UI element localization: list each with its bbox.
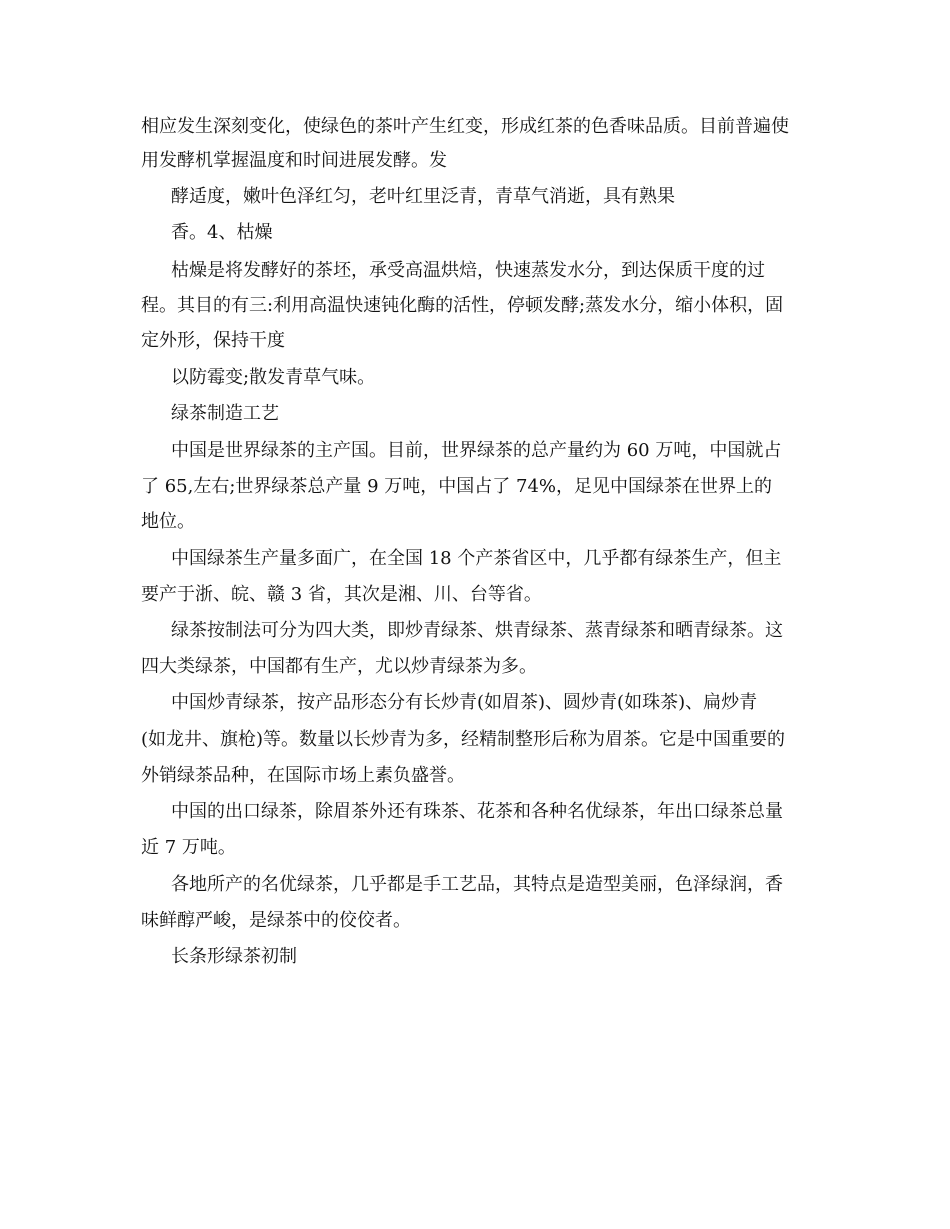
text-line: (如龙井、旗枪)等。数量以长炒青为多，经精制整形后称为眉茶。它是中国重要的 — [141, 729, 786, 750]
text-line: 绿茶按制法可分为四大类，即炒青绿茶、烘青绿茶、蒸青绿茶和晒青绿茶。这 — [171, 620, 783, 641]
text-line: 中国绿茶生产量多面广，在全国 18 个产茶省区中，几乎都有绿茶生产，但主 — [171, 548, 782, 569]
text-line: 各地所产的名优绿茶，几乎都是手工艺品，其特点是造型美丽，色泽绿润，香 — [171, 874, 783, 895]
text-line: 枯燥是将发酵好的茶坯，承受高温烘焙，快速蒸发水分，到达保质干度的过 — [171, 260, 765, 281]
text-line: 程。其目的有三:利用高温快速钝化酶的活性，停顿发酵;蒸发水分，缩小体积，固 — [141, 295, 784, 316]
section-heading: 长条形绿茶初制 — [171, 946, 297, 967]
text-line: 地位。 — [141, 511, 195, 532]
text-line: 用发酵机掌握温度和时间进展发酵。发 — [141, 150, 447, 171]
text-line: 味鲜醇严峻，是绿茶中的佼佼者。 — [141, 910, 411, 931]
text-line: 相应发生深刻变化，使绿色的茶叶产生红变，形成红茶的色香味品质。目前普遍使 — [141, 116, 789, 137]
text-line: 四大类绿茶，中国都有生产，尤以炒青绿茶为多。 — [141, 656, 537, 677]
section-heading: 绿茶制造工艺 — [171, 403, 279, 424]
text-line: 中国是世界绿茶的主产国。目前，世界绿茶的总产量约为 60 万吨，中国就占 — [171, 440, 782, 461]
text-line: 定外形，保持干度 — [141, 330, 285, 351]
text-line: 以防霉变;散发青草气味。 — [171, 367, 376, 388]
text-line: 中国炒青绿茶，按产品形态分有长炒青(如眉茶)、圆炒青(如珠茶)、扁炒青 — [171, 692, 758, 713]
text-line: 香。4、枯燥 — [171, 222, 273, 243]
text-line: 了 65,左右;世界绿茶总产量 9 万吨，中国占了 74%，足见中国绿茶在世界上的 — [141, 476, 773, 497]
text-line: 中国的出口绿茶，除眉茶外还有珠茶、花茶和各种名优绿茶，年出口绿茶总量 — [171, 801, 783, 822]
text-line: 要产于浙、皖、赣 3 省，其次是湘、川、台等省。 — [141, 584, 542, 605]
text-line: 外销绿茶品种，在国际市场上素负盛誉。 — [141, 765, 465, 786]
text-line: 酵适度，嫩叶色泽红匀，老叶红里泛青，青草气消逝，具有熟果 — [171, 186, 675, 207]
text-line: 近 7 万吨。 — [141, 837, 236, 858]
